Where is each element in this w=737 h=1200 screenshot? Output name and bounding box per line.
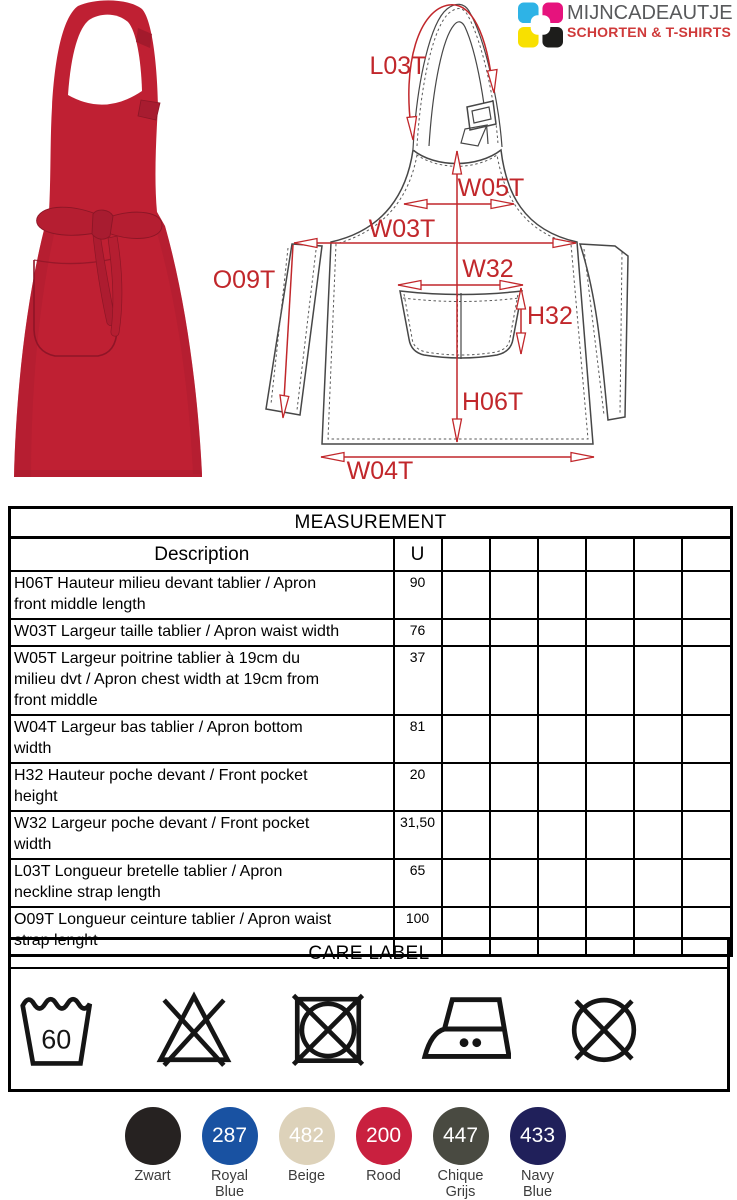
apron-photo bbox=[5, 0, 215, 500]
color-swatch-label: Zwart bbox=[134, 1168, 171, 1184]
measure-value: 81 bbox=[394, 715, 442, 763]
brand-tagline: SCHORTEN & T-SHIRTS bbox=[567, 24, 732, 40]
color-swatch-rood bbox=[345, 1107, 422, 1200]
brand-logo bbox=[518, 2, 733, 48]
brand-logo-mark bbox=[518, 2, 563, 48]
dim-label-w04t: W04T bbox=[346, 457, 414, 485]
measure-description: W04T Largeur bas tablier / Apron bottom width bbox=[10, 715, 394, 763]
measurement-header-row bbox=[10, 538, 732, 572]
unit-header: U bbox=[394, 538, 442, 572]
color-swatch-circle bbox=[202, 1107, 258, 1165]
measurement-title-row bbox=[10, 508, 732, 538]
color-swatch-zwart bbox=[114, 1107, 191, 1200]
measure-value: 100 bbox=[394, 907, 442, 956]
table-row bbox=[10, 763, 732, 811]
size-header-cell bbox=[682, 538, 732, 572]
bow-right-loop bbox=[108, 212, 162, 238]
table-row bbox=[10, 619, 732, 646]
wash-60-icon bbox=[19, 987, 101, 1071]
table-row bbox=[10, 646, 732, 715]
care-label-table bbox=[8, 937, 730, 1092]
dim-label-w05t: W05T bbox=[457, 174, 525, 202]
size-header-cell bbox=[538, 538, 586, 572]
measure-description: W03T Largeur taille tablier / Apron waist width bbox=[10, 619, 394, 646]
do-not-bleach-icon bbox=[153, 987, 235, 1071]
dim-arrow-h06t-top bbox=[453, 151, 462, 174]
apron-photo-shapes bbox=[14, 0, 202, 477]
color-swatch-circle bbox=[125, 1107, 181, 1165]
color-swatch-label: Navy Blue bbox=[520, 1168, 555, 1200]
color-swatch-chique-grijs bbox=[422, 1107, 499, 1200]
description-header: Description bbox=[10, 538, 394, 572]
color-code: 447 bbox=[442, 1124, 479, 1147]
color-swatch-label: Royal Blue bbox=[210, 1168, 249, 1200]
color-swatches bbox=[114, 1107, 576, 1200]
measure-description: W05T Largeur poitrine tablier à 19cm du milieu dvt / Apron chest width at 19cm from front middle bbox=[10, 646, 394, 715]
care-label-title: CARE LABEL bbox=[10, 939, 729, 969]
color-swatch-circle bbox=[279, 1107, 335, 1165]
dim-arrow-w04t-left bbox=[321, 453, 344, 462]
color-swatch-royal-blue bbox=[191, 1107, 268, 1200]
color-swatch-label: Chique Grijs bbox=[437, 1168, 484, 1200]
diagram-black-outlines bbox=[266, 4, 628, 444]
color-swatch-circle bbox=[433, 1107, 489, 1165]
measure-value: 37 bbox=[394, 646, 442, 715]
measurement-table bbox=[8, 506, 733, 957]
measurement-title: MEASUREMENT bbox=[10, 508, 732, 538]
bow-knot bbox=[92, 210, 113, 239]
measure-description: L03T Longueur bretelle tablier / Apron neckline strap length bbox=[10, 859, 394, 907]
size-header-cell bbox=[490, 538, 538, 572]
measure-value: 90 bbox=[394, 571, 442, 619]
do-not-dry-clean-icon bbox=[563, 987, 645, 1071]
do-not-tumble-dry-icon bbox=[287, 987, 369, 1071]
table-row bbox=[10, 811, 732, 859]
dim-label-o09t: O09T bbox=[212, 266, 276, 294]
care-label-title-row bbox=[10, 939, 729, 969]
color-swatch-beige bbox=[268, 1107, 345, 1200]
measure-value: 31,50 bbox=[394, 811, 442, 859]
iron-two-dots-icon bbox=[421, 987, 511, 1071]
size-header-cell bbox=[586, 538, 634, 572]
measure-value: 20 bbox=[394, 763, 442, 811]
care-icons bbox=[11, 969, 727, 1089]
measure-description: O09T Longueur ceinture tablier / Apron waist strap lenght bbox=[10, 907, 394, 956]
color-code: 433 bbox=[519, 1124, 556, 1147]
size-header-cell bbox=[442, 538, 490, 572]
measure-value: 76 bbox=[394, 619, 442, 646]
logo-square-center bbox=[531, 15, 551, 35]
color-code: 200 bbox=[365, 1124, 402, 1147]
dim-arrow-w04t-right bbox=[571, 453, 594, 462]
dim-label-h32: H32 bbox=[527, 302, 573, 330]
color-swatch-navy-blue bbox=[499, 1107, 576, 1200]
brand-logo-text bbox=[567, 2, 733, 40]
dim-label-h06t: H06T bbox=[462, 388, 524, 416]
color-code: 287 bbox=[211, 1124, 248, 1147]
color-swatch-circle bbox=[510, 1107, 566, 1165]
color-swatch-label: Rood bbox=[366, 1168, 401, 1184]
color-swatch-circle bbox=[356, 1107, 412, 1165]
color-swatch-label: Beige bbox=[287, 1168, 326, 1184]
dim-label-w03t: W03T bbox=[368, 215, 436, 243]
measure-value: 65 bbox=[394, 859, 442, 907]
apron-diagram bbox=[200, 0, 737, 500]
size-header-cell bbox=[634, 538, 682, 572]
care-label-icons-row bbox=[10, 968, 729, 1091]
color-code: 482 bbox=[288, 1124, 325, 1147]
dim-arrow-l03t-left bbox=[407, 117, 417, 141]
wash-temp-text: 60 bbox=[41, 1024, 72, 1055]
chest-flap bbox=[138, 100, 160, 120]
apron-hem-shadow bbox=[14, 470, 202, 477]
table-row bbox=[10, 715, 732, 763]
table-row bbox=[10, 859, 732, 907]
table-row bbox=[10, 571, 732, 619]
measure-description: H06T Hauteur milieu devant tablier / Apron front middle length bbox=[10, 571, 394, 619]
dim-label-l03t: L03T bbox=[369, 52, 427, 80]
measure-description: H32 Hauteur poche devant / Front pocket height bbox=[10, 763, 394, 811]
dim-label-w32: W32 bbox=[462, 255, 514, 283]
brand-name: MIJNCADEAUTJE bbox=[567, 2, 733, 24]
measure-description: W32 Largeur poche devant / Front pocket width bbox=[10, 811, 394, 859]
